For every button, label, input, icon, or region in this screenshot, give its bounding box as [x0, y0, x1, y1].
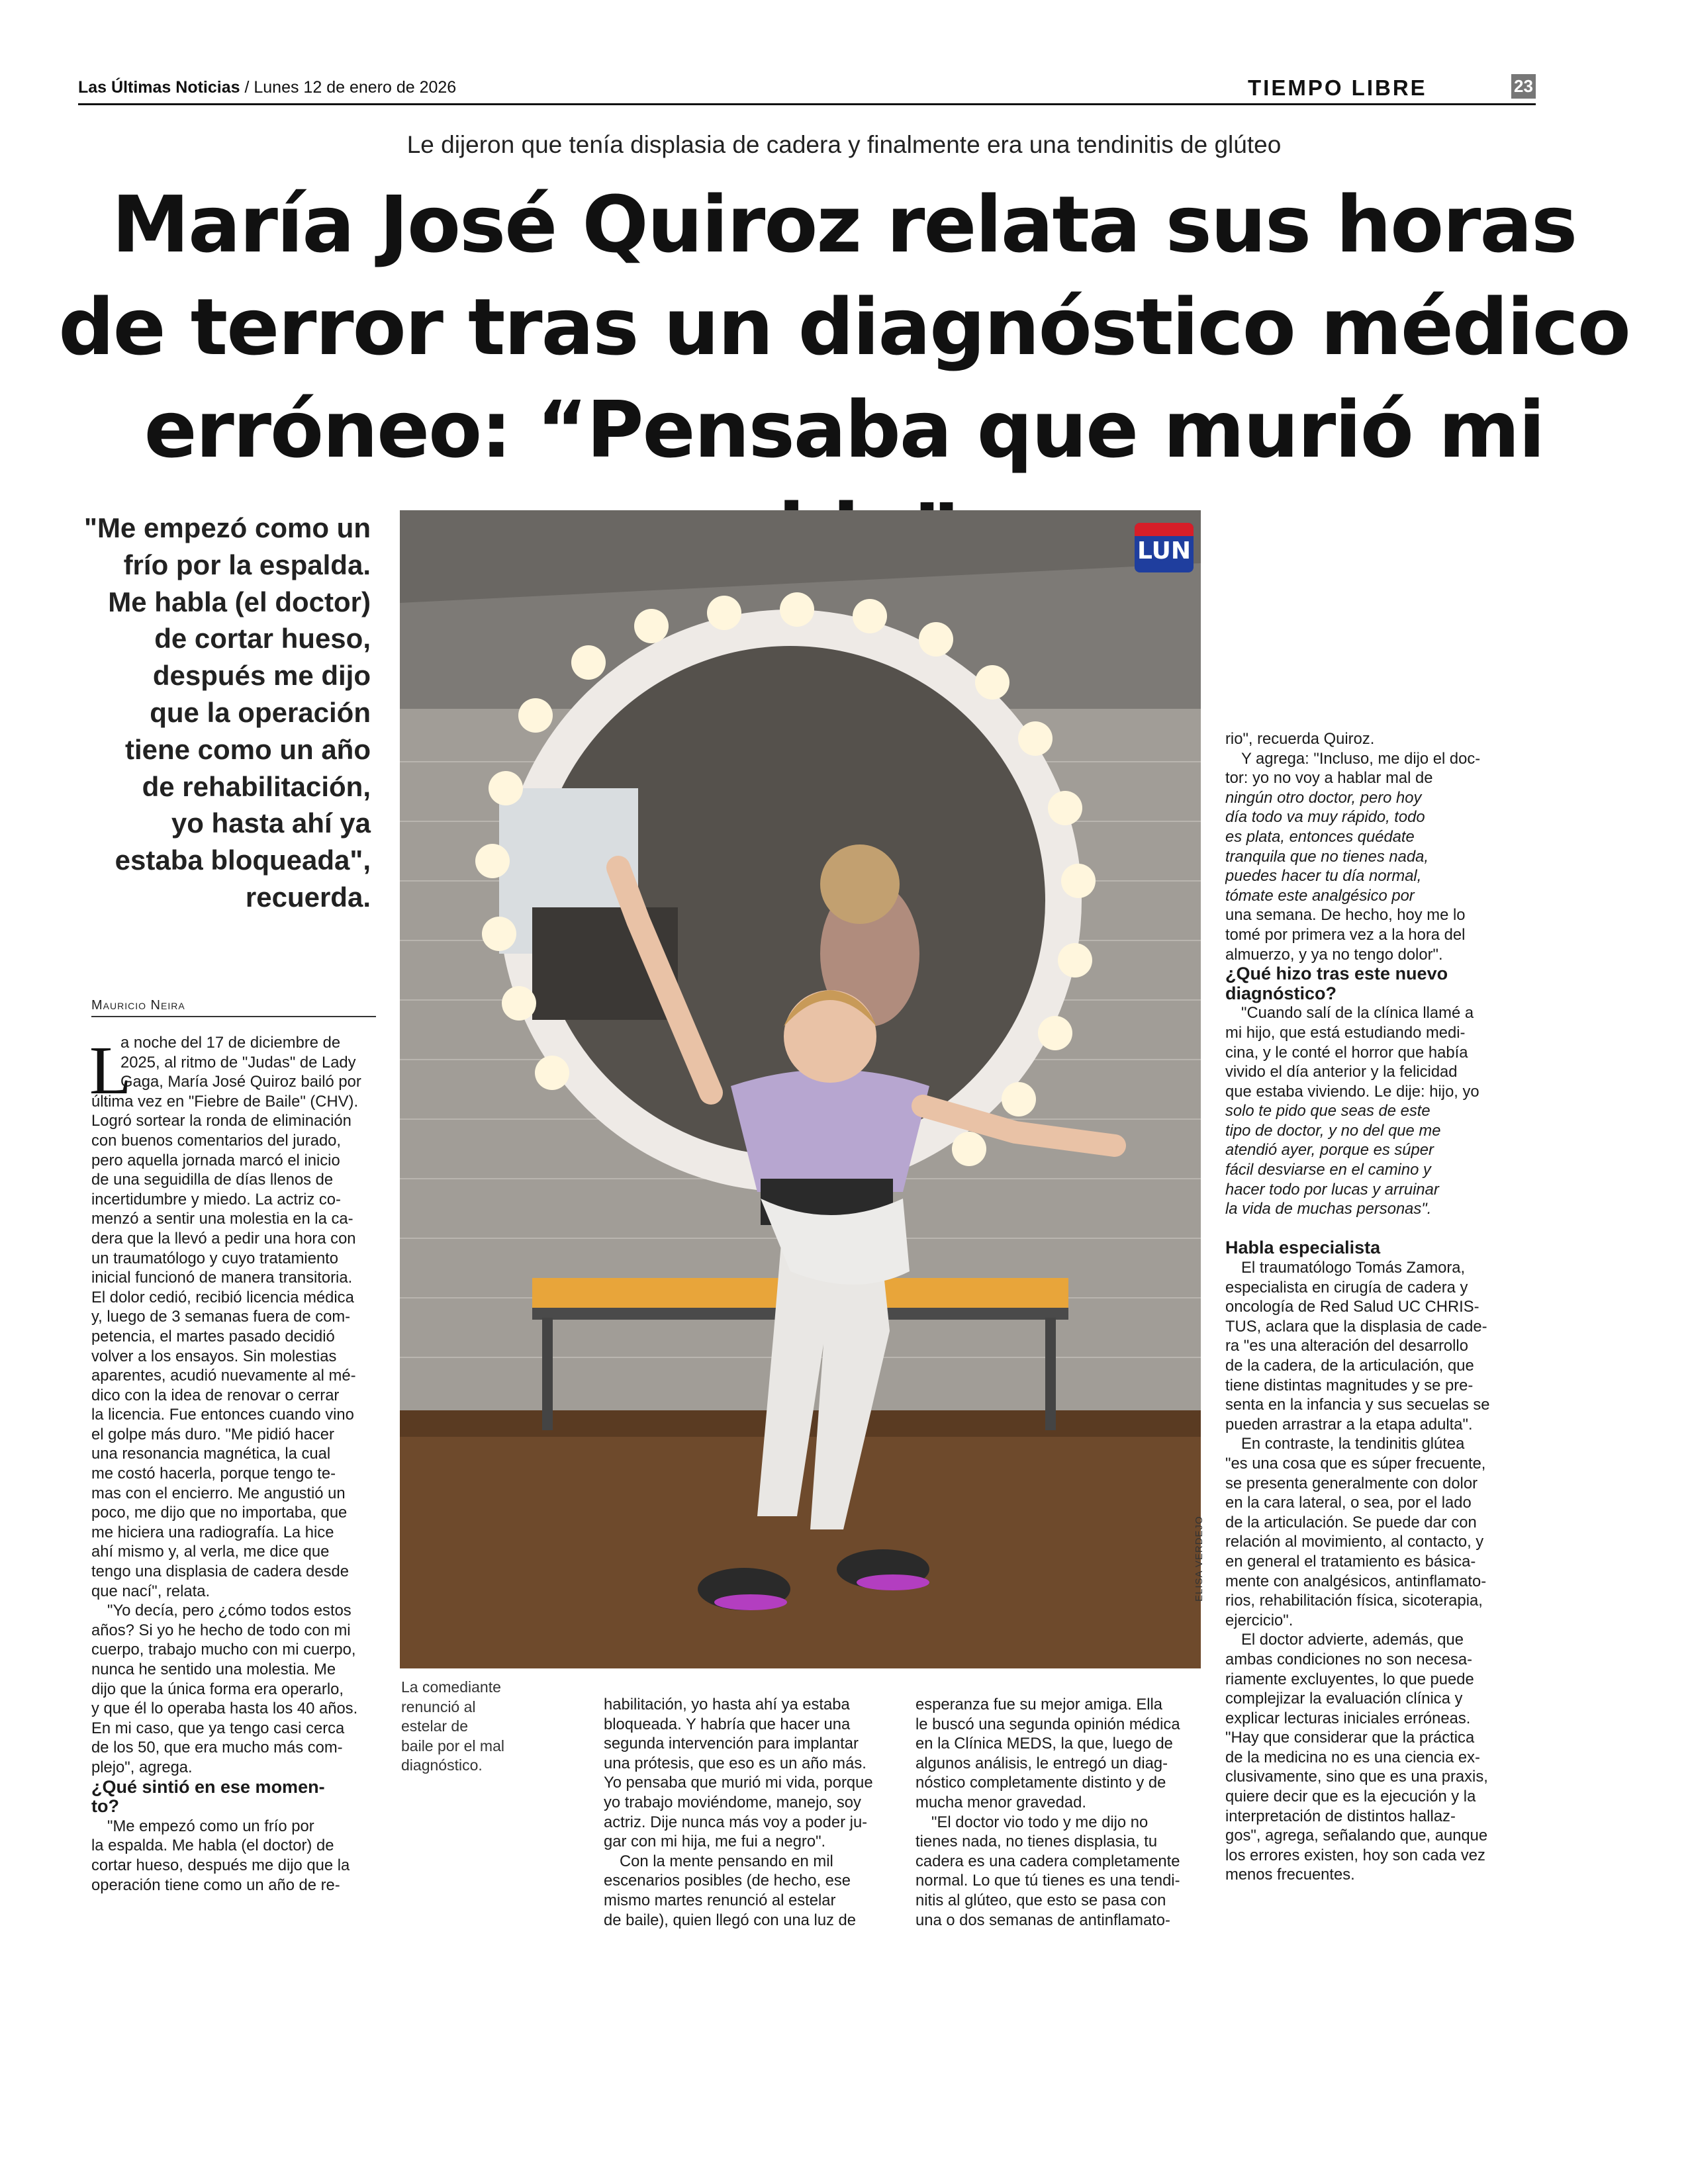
- headline-line: de terror tras un diagnóstico médico: [58, 281, 1630, 373]
- body-text-line: relación al movimiento, al contacto, y: [1225, 1533, 1484, 1551]
- body-text-line: El doctor advierte, además, que: [1241, 1631, 1464, 1649]
- body-text-line: Y agrega: "Incluso, me dijo el doc-: [1241, 749, 1481, 768]
- body-text-line: aparentes, acudió nuevamente al mé-: [91, 1367, 356, 1385]
- body-text-line: cina, y le conté el horror que había: [1225, 1043, 1468, 1062]
- body-text-line: una resonancia magnética, la cual: [91, 1445, 331, 1463]
- body-text-line: solo te pido que seas de este: [1225, 1102, 1430, 1120]
- body-text-line: una prótesis, que eso es un año más.: [604, 1754, 867, 1772]
- logo-text: LUN: [1137, 537, 1192, 565]
- body-text-line: mi hijo, que está estudiando medi-: [1225, 1023, 1466, 1042]
- pull-quote-line: yo hasta ahí ya: [171, 807, 371, 839]
- section-name: TIEMPO LIBRE: [1248, 75, 1427, 100]
- body-text-line: me costó hacerla, porque tengo te-: [91, 1465, 336, 1483]
- body-text-line: el golpe más duro. "Me pidió hacer: [91, 1425, 334, 1443]
- body-text-line: petencia, el martes pasado decidió: [91, 1327, 335, 1345]
- body-text-line: se presenta generalmente con dolor: [1225, 1474, 1477, 1492]
- body-text-line: cuerpo, trabajo mucho con mi cuerpo,: [91, 1641, 356, 1659]
- body-text-line: pero aquella jornada marcó el inicio: [91, 1151, 340, 1169]
- body-text-line: pueden arrastrar a la etapa adulta".: [1225, 1415, 1473, 1433]
- body-text-line: Con la mente pensando en mil: [620, 1852, 833, 1870]
- headline-line: María José Quiroz relata sus horas: [111, 179, 1577, 270]
- body-text-line: tipo de doctor, y no del que me: [1225, 1121, 1441, 1140]
- body-text-line: "El doctor vio todo y me dijo no: [931, 1813, 1149, 1831]
- body-text-line: cadera es una cadera completamente: [915, 1852, 1180, 1870]
- pull-quote-line: que la operación: [150, 696, 371, 728]
- body-text-line: de la medicina no es una ciencia ex-: [1225, 1748, 1480, 1766]
- body-text-line: [1225, 1219, 1511, 1239]
- pull-quote-line: tiene como un año: [124, 733, 371, 765]
- body-text-line: atendió ayer, porque es súper: [1225, 1141, 1434, 1160]
- body-text-line: actriz. Dije nunca más voy a poder ju-: [604, 1813, 868, 1831]
- body-text-line: de la cadera, de la articulación, que: [1225, 1357, 1474, 1375]
- pull-quote-line: después me dijo: [152, 660, 371, 692]
- body-text-line: nóstico completamente distinto y de: [915, 1774, 1166, 1792]
- body-text-line: mismo martes renunció al estelar: [604, 1891, 836, 1909]
- photo-caption: [401, 1678, 514, 1776]
- body-column-2: [604, 1695, 890, 1930]
- body-text-line: de baile), quien llegó con una luz de: [604, 1911, 857, 1929]
- body-text-line: menzó a sentir una molestia en la ca-: [91, 1210, 353, 1228]
- publication-header: [78, 78, 456, 97]
- body-text-line: los errores existen, hoy son cada vez: [1225, 1846, 1485, 1864]
- body-text-line: algunos análisis, le entregó un diag-: [915, 1754, 1168, 1772]
- body-text-line: en general el tratamiento es básica-: [1225, 1552, 1476, 1570]
- pull-quote-line: de rehabilitación,: [142, 770, 371, 802]
- subheading-line: ¿Qué sintió en ese momen-: [91, 1777, 325, 1797]
- body-text-line: vivido el día anterior y la felicidad: [1225, 1063, 1458, 1081]
- photo-credit: ELISA VERDEJO: [1194, 1516, 1205, 1602]
- body-text-line: cortar hueso, después me dijo que la: [91, 1856, 350, 1874]
- body-text-line: gos", agrega, señalando que, aunque: [1225, 1827, 1488, 1845]
- body-text-line: esperanza fue su mejor amiga. Ella: [915, 1696, 1163, 1713]
- body-text-line: volver a los ensayos. Sin molestias: [91, 1347, 337, 1365]
- body-column-3: [915, 1695, 1201, 1930]
- header-rule: [78, 103, 1536, 105]
- body-text-line: tiene distintas magnitudes y se pre-: [1225, 1376, 1474, 1394]
- body-text-line: El dolor cedió, recibió licencia médica: [91, 1288, 354, 1306]
- body-text-line: tengo una displasia de cadera desde: [91, 1563, 349, 1581]
- body-text-line: última vez en "Fiebre de Baile" (CHV).: [91, 1092, 359, 1111]
- page-number: 23: [1511, 74, 1536, 99]
- body-text-line: explicar lecturas iniciales erróneas.: [1225, 1709, 1471, 1727]
- body-text-line: riamente excluyentes, lo que puede: [1225, 1670, 1474, 1688]
- caption-line: diagnóstico.: [401, 1756, 483, 1774]
- body-text-line: Logró sortear la ronda de eliminación: [91, 1112, 352, 1130]
- drop-cap: L: [89, 1032, 132, 1109]
- body-text-line: incertidumbre y miedo. La actriz co-: [91, 1190, 341, 1208]
- body-text-line: normal. Lo que tú tienes es una tendi-: [915, 1872, 1180, 1890]
- body-text-line: En mi caso, que ya tengo casi cerca: [91, 1719, 345, 1737]
- body-text-line: "Me empezó como un frío por: [107, 1817, 314, 1835]
- body-text-line: yo trabajo moviéndome, manejo, soy: [604, 1793, 861, 1811]
- body-text-line: tor: yo no voy a hablar mal de: [1225, 769, 1433, 788]
- pull-quote-line: recuerda.: [245, 881, 371, 913]
- lun-logo: [1135, 523, 1194, 572]
- body-text-line: quiere decir que es la ejecución y la: [1225, 1788, 1476, 1806]
- body-text-line: ningún otro doctor, pero hoy: [1225, 788, 1422, 807]
- pull-quote-line: estaba bloqueada",: [115, 844, 371, 876]
- body-text-line: segunda intervención para implantar: [604, 1735, 859, 1753]
- publication-name: Las Últimas Noticias: [78, 78, 240, 97]
- body-text-line: día todo va muy rápido, todo: [1225, 808, 1425, 827]
- body-text-line: Yo pensaba que murió mi vida, porque: [604, 1774, 873, 1792]
- body-text-line: habilitación, yo hasta ahí ya estaba: [604, 1696, 850, 1713]
- body-text-line: años? Si yo he hecho de todo con mi: [91, 1621, 351, 1639]
- body-text-line: clusivamente, sino que es una praxis,: [1225, 1768, 1488, 1786]
- body-text-line: con buenos comentarios del jurado,: [91, 1131, 342, 1150]
- body-text-line: nunca he sentido una molestia. Me: [91, 1661, 336, 1678]
- body-text-line: la licencia. Fue entonces cuando vino: [91, 1406, 354, 1424]
- body-text-line: tranquila que no tienes nada,: [1225, 847, 1429, 866]
- photo-illustration: [400, 510, 1201, 1668]
- body-text-line: me hiciera una radiografía. La hice: [91, 1523, 334, 1541]
- caption-line: estelar de: [401, 1717, 469, 1735]
- body-text-line: rio", recuerda Quiroz.: [1225, 730, 1375, 748]
- body-text-line: puedes hacer tu día normal,: [1225, 867, 1422, 886]
- body-text-line: ambas condiciones no son necesa-: [1225, 1650, 1473, 1668]
- body-text-line: poco, me dijo que no importaba, que: [91, 1504, 348, 1522]
- body-text-line: en la cara lateral, o sea, por el lado: [1225, 1494, 1472, 1512]
- body-text-line: a noche del 17 de diciembre de: [120, 1034, 341, 1052]
- body-text-line: "es una cosa que es súper frecuente,: [1225, 1454, 1486, 1473]
- body-text-line: "Yo decía, pero ¿cómo todos estos: [107, 1602, 352, 1620]
- body-text-line: ahí mismo y, al verla, me dice que: [91, 1543, 330, 1561]
- body-text-line: en la Clínica MEDS, la que, luego de: [915, 1735, 1173, 1753]
- body-text-line: interpretación de distintos hallaz-: [1225, 1807, 1456, 1825]
- subheading-line: to?: [91, 1797, 119, 1817]
- body-text-line: especialista en cirugía de cadera y: [1225, 1278, 1468, 1297]
- body-text-line: inicial funcionó de manera transitoria.: [91, 1269, 353, 1287]
- body-text-line: TUS, aclara que la displasia de cade-: [1225, 1317, 1487, 1336]
- body-text-line: un traumatólogo y cuyo tratamiento: [91, 1249, 339, 1267]
- subheading-line: Habla especialista: [1225, 1238, 1381, 1258]
- body-text-line: de los 50, que era mucho más com-: [91, 1739, 343, 1757]
- body-text-line: "Cuando salí de la clínica llamé a: [1241, 1004, 1474, 1023]
- pull-quote-line: de cortar hueso,: [154, 623, 371, 655]
- caption-line: La comediante: [401, 1678, 501, 1696]
- pull-quote-line: frío por la espalda.: [123, 549, 371, 580]
- body-text-line: almuerzo, y ya no tengo dolor".: [1225, 945, 1443, 964]
- body-text-line: la espalda. Me habla (el doctor) de: [91, 1837, 334, 1855]
- body-text-line: complejizar la evaluación clínica y: [1225, 1690, 1463, 1708]
- body-text-line: menos frecuentes.: [1225, 1866, 1355, 1884]
- byline-rule: [91, 1016, 376, 1017]
- body-text-line: y que él lo operaba hasta los 40 años.: [91, 1700, 358, 1718]
- body-text-line: tomé por primera vez a la hora del: [1225, 925, 1466, 944]
- body-text-line: mucha menor gravedad.: [915, 1793, 1086, 1811]
- body-text-line: le buscó una segunda opinión médica: [915, 1715, 1180, 1733]
- subheading-line: diagnóstico?: [1225, 983, 1336, 1003]
- body-text-line: y, luego de 3 semanas fuera de com-: [91, 1308, 351, 1326]
- caption-line: renunció al: [401, 1698, 476, 1715]
- body-text-line: una semana. De hecho, hoy me lo: [1225, 906, 1466, 925]
- body-text-line: que nací", relata.: [91, 1582, 211, 1600]
- body-text-line: senta en la infancia y sus secuelas se: [1225, 1396, 1490, 1414]
- body-text-line: mas con el encierro. Me angustió un: [91, 1484, 346, 1502]
- logo-red-band: [1135, 523, 1194, 536]
- body-text-line: escenarios posibles (de hecho, ese: [604, 1872, 851, 1890]
- headline-line: erróneo: “Pensaba que murió mi: [144, 384, 1544, 475]
- body-text-line: que estaba viviendo. Le dije: hijo, yo: [1225, 1082, 1479, 1101]
- body-text-line: En contraste, la tendinitis glútea: [1241, 1435, 1465, 1453]
- body-text-line: "Hay que considerar que la práctica: [1225, 1729, 1475, 1747]
- body-column-1: [91, 1033, 377, 1895]
- body-text-line: mente con analgésicos, antinflamato-: [1225, 1572, 1487, 1590]
- body-text-line: tienes nada, no tienes displasia, tu: [915, 1833, 1158, 1851]
- body-text-line: plejo", agrega.: [91, 1758, 193, 1776]
- body-text-line: de una seguidilla de días llenos de: [91, 1171, 334, 1189]
- body-text-line: dijo que la única forma era operarlo,: [91, 1680, 344, 1698]
- body-text-line: ejercicio".: [1225, 1611, 1293, 1629]
- body-text-line: dera que la llevó a pedir una hora con: [91, 1229, 356, 1248]
- body-text-line: El traumatólogo Tomás Zamora,: [1241, 1259, 1466, 1277]
- subheading-line: ¿Qué hizo tras este nuevo: [1225, 964, 1448, 984]
- body-text-line: nitis al glúteo, que esto se pasa con: [915, 1891, 1166, 1909]
- pull-quote: [73, 510, 371, 916]
- body-text-line: hacer todo por lucas y arruinar: [1225, 1180, 1439, 1199]
- body-text-line: oncología de Red Salud UC CHRIS-: [1225, 1298, 1479, 1316]
- pull-quote-line: "Me empezó como un: [84, 512, 371, 543]
- issue-date: / Lunes 12 de enero de 2026: [244, 78, 457, 97]
- body-text-line: es plata, entonces quédate: [1225, 827, 1415, 846]
- body-column-4: [1225, 729, 1511, 1885]
- article-photo: [400, 510, 1201, 1668]
- body-text-line: bloqueada. Y habría que hacer una: [604, 1715, 851, 1733]
- body-text-line: fácil desviarse en el camino y: [1225, 1161, 1431, 1179]
- body-text-line: operación tiene como un año de re-: [91, 1876, 340, 1894]
- body-text-line: la vida de muchas personas".: [1225, 1200, 1432, 1218]
- body-text-line: gar con mi hija, me fui a negro".: [604, 1833, 826, 1851]
- body-text-line: tómate este analgésico por: [1225, 886, 1415, 905]
- body-text-line: de la articulación. Se puede dar con: [1225, 1513, 1477, 1531]
- kicker: Le dijeron que tenía displasia de cadera y finalmente era una tendinitis de glúteo: [406, 131, 1282, 158]
- body-text-line: Gaga, María José Quiroz bailó por: [120, 1073, 361, 1091]
- byline: Mauricio Neira: [91, 998, 185, 1013]
- caption-line: baile por el mal: [401, 1737, 504, 1754]
- body-text-line: ra "es una alteración del desarrollo: [1225, 1337, 1468, 1355]
- body-text-line: una o dos semanas de antinflamato-: [915, 1911, 1170, 1929]
- body-text-line: rios, rehabilitación física, sicoterapia,: [1225, 1592, 1483, 1610]
- pull-quote-line: Me habla (el doctor): [108, 586, 371, 617]
- body-text-line: 2025, al ritmo de "Judas" de Lady: [120, 1053, 356, 1071]
- body-text-line: dico con la idea de renovar o cerrar: [91, 1386, 340, 1404]
